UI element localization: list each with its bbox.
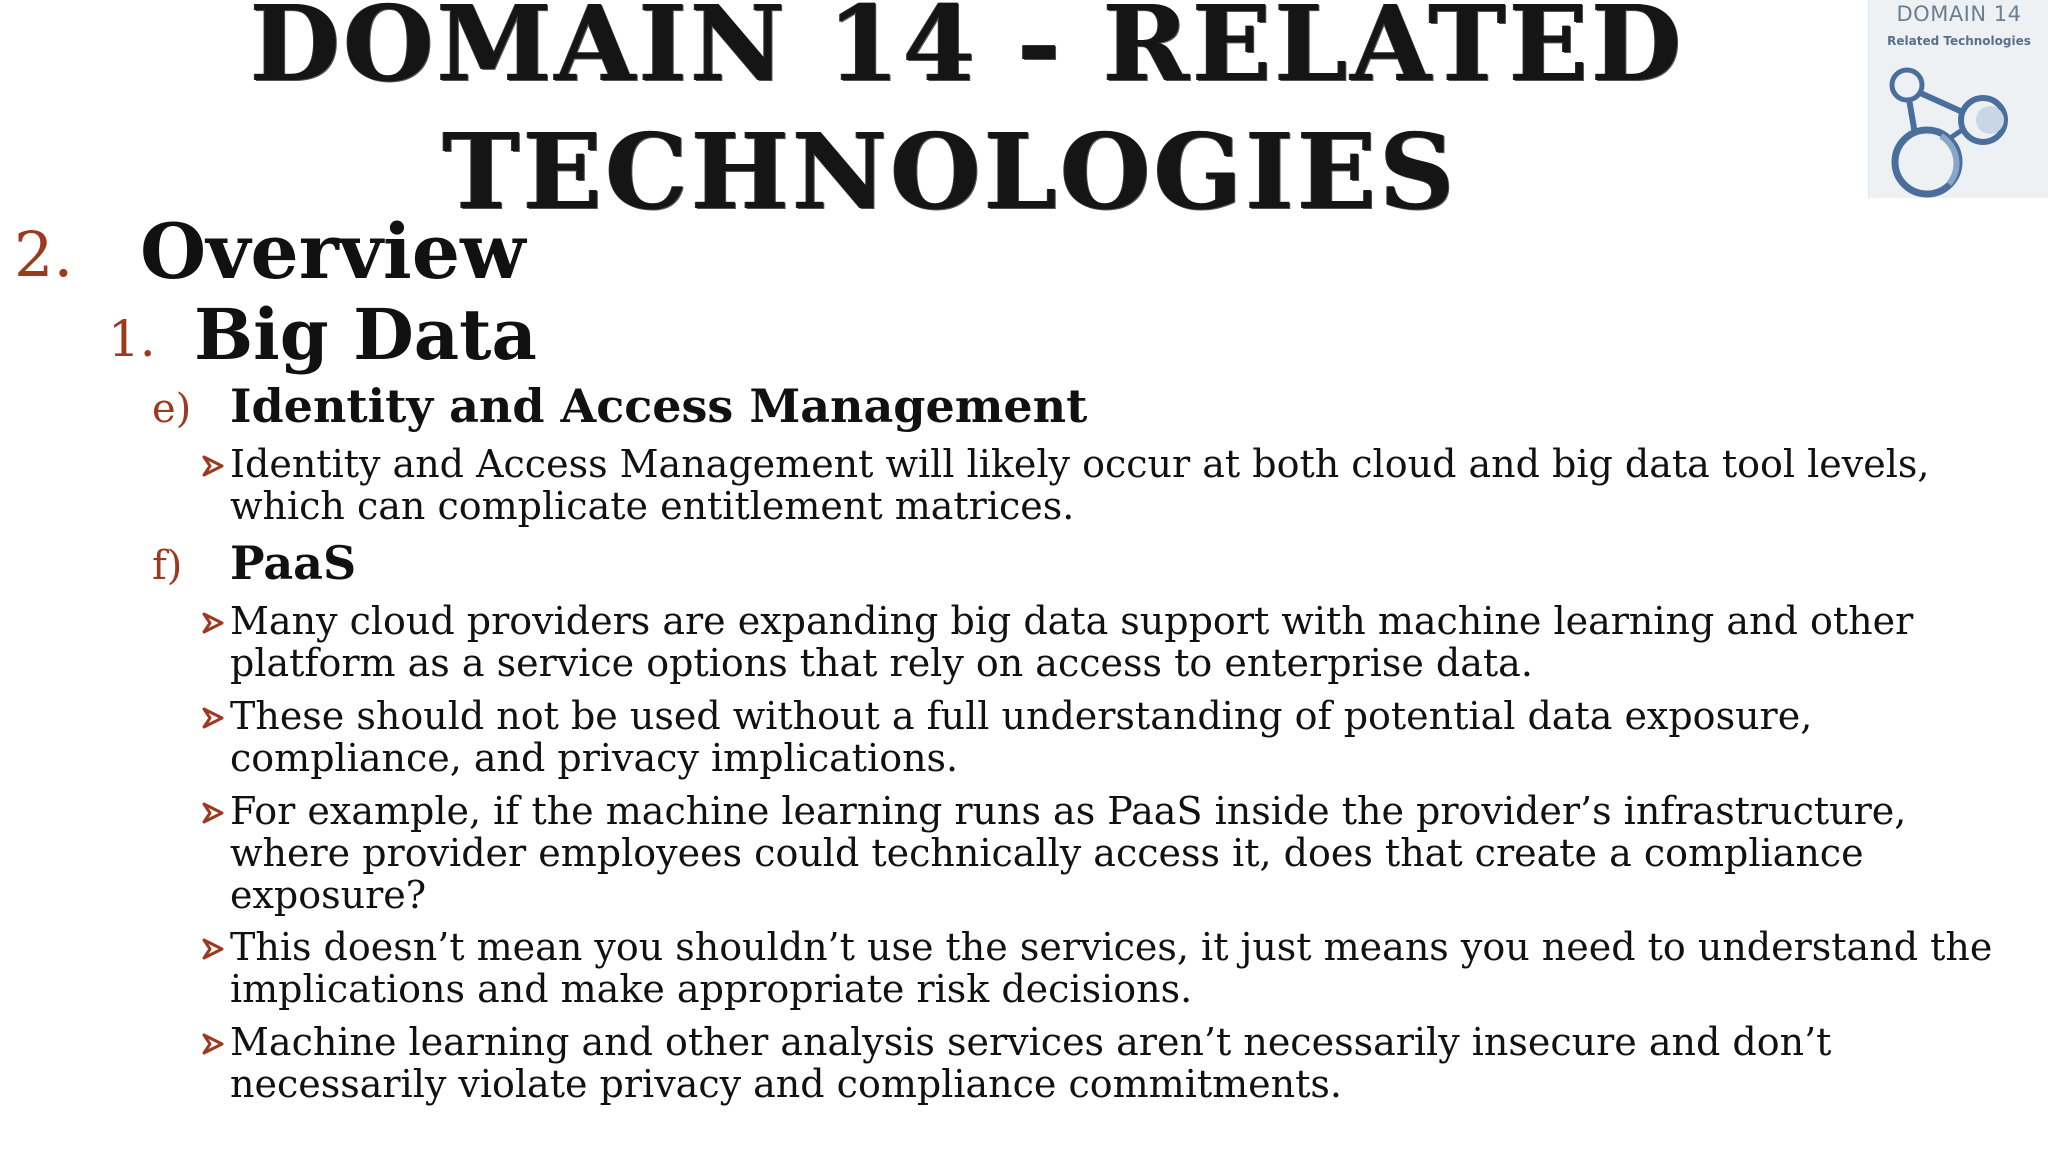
slide-title — [250, 0, 1685, 236]
bullet-item — [200, 926, 2040, 1010]
bullet-line: necessarily violate privacy and compliance commitments. — [230, 1062, 1342, 1106]
bullet-text — [230, 790, 2040, 916]
title-line-2: TECHNOLOGIES — [442, 110, 1458, 233]
bullet-item — [200, 1021, 2040, 1105]
bullet-item — [200, 600, 2040, 684]
outline-number-level1: 2. — [14, 218, 74, 291]
heading-paas: PaaS — [230, 536, 357, 590]
arrow-bullet-icon — [200, 453, 226, 479]
heading-big-data: Big Data — [194, 293, 537, 376]
bullet-line: Machine learning and other analysis services aren’t necessarily insecure and don’t — [230, 1020, 1832, 1064]
arrow-bullet-icon — [200, 705, 226, 731]
molecule-network-icon — [1869, 56, 2048, 198]
bullet-item — [200, 695, 2040, 779]
bullet-line: Identity and Access Management will likely occur at both cloud and big data tool levels, — [230, 442, 1930, 486]
domain-logo — [1868, 0, 2048, 198]
bullet-text — [230, 600, 2040, 684]
bullet-line: exposure? — [230, 873, 427, 917]
arrow-bullet-icon — [200, 610, 226, 636]
heading-identity-access-management: Identity and Access Management — [230, 379, 1088, 433]
bullet-item — [200, 443, 2040, 527]
title-line-1: DOMAIN 14 - RELATED — [250, 0, 1685, 105]
section-letter-e: e) — [152, 386, 192, 432]
bullet-text — [230, 695, 2040, 779]
bullet-line: platform as a service options that rely on access to enterprise data. — [230, 641, 1533, 685]
bullet-line: These should not be used without a full understanding of potential data exposure, — [230, 694, 1813, 738]
bullet-line: This doesn’t mean you shouldn’t use the services, it just means you need to understand the — [230, 925, 1993, 969]
section-letter-f: f) — [152, 543, 183, 589]
bullet-line: compliance, and privacy implications. — [230, 736, 959, 780]
bullet-text — [230, 926, 2040, 1010]
arrow-bullet-icon — [200, 1031, 226, 1057]
bullet-text — [230, 443, 2040, 527]
bullet-line: For example, if the machine learning runs as PaaS inside the provider’s infrastructure, — [230, 789, 1907, 833]
logo-subtitle: Related Technologies — [1887, 34, 2031, 48]
bullet-line: Many cloud providers are expanding big data support with machine learning and other — [230, 599, 1914, 643]
arrow-bullet-icon — [200, 800, 226, 826]
bullet-line: implications and make appropriate risk decisions. — [230, 967, 1193, 1011]
logo-title: DOMAIN 14 — [1896, 2, 2022, 26]
bullet-text — [230, 1021, 2040, 1105]
bullet-line: which can complicate entitlement matrices. — [230, 484, 1075, 528]
arrow-bullet-icon — [200, 936, 226, 962]
heading-overview: Overview — [140, 207, 526, 296]
bullet-line: where provider employees could technically access it, does that create a compliance — [230, 831, 1864, 875]
outline-number-level2: 1. — [108, 310, 156, 368]
bullet-item — [200, 790, 2040, 916]
